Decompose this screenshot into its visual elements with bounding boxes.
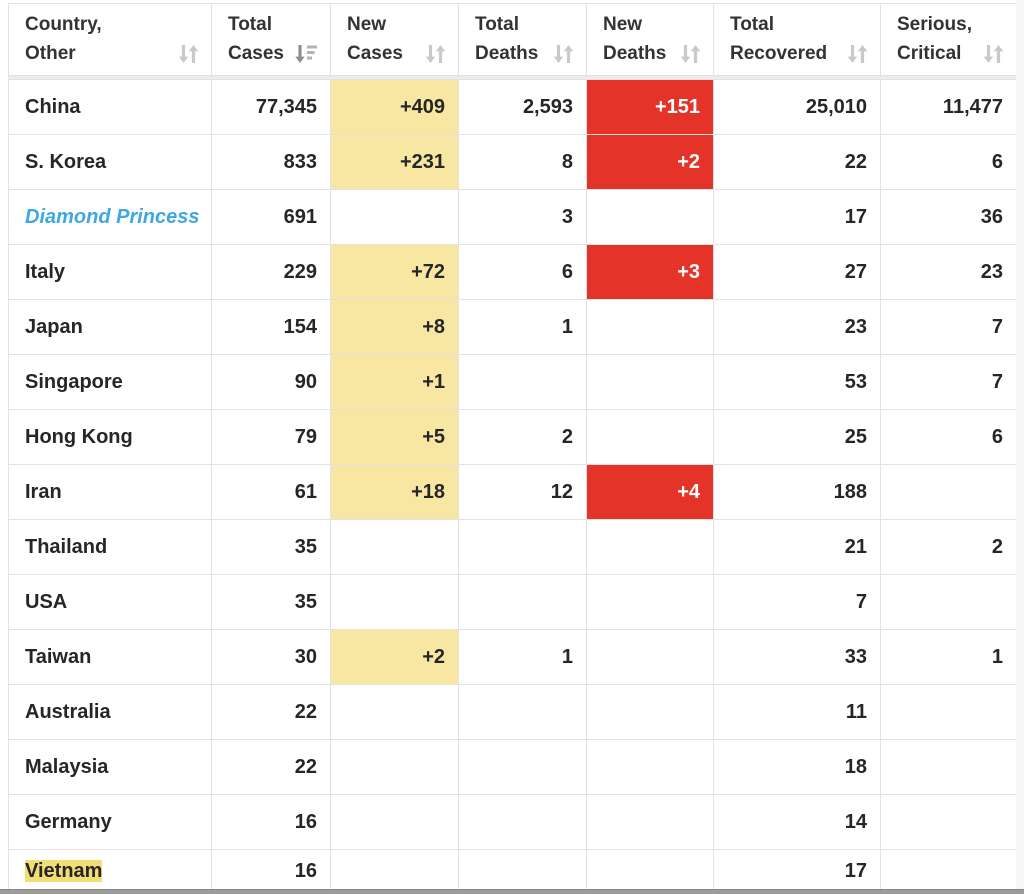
country-name: Thailand <box>25 535 108 558</box>
country-name: Australia <box>25 700 111 723</box>
country-link[interactable]: Diamond Princess <box>25 205 200 228</box>
table-row <box>9 685 1017 740</box>
country-cell <box>9 795 212 850</box>
cell-value: 1 <box>561 315 573 338</box>
country-cell <box>9 685 212 740</box>
serious-critical-cell <box>881 520 1017 575</box>
new-deaths-cell <box>587 355 714 410</box>
table-row <box>9 355 1017 410</box>
country-cell <box>9 575 212 630</box>
serious-critical-cell <box>881 410 1017 465</box>
country-cell <box>9 190 212 245</box>
country-name: Germany <box>25 810 112 833</box>
country-name: S. Korea <box>25 150 107 173</box>
cell-value: 229 <box>283 260 317 283</box>
cell-value: +72 <box>411 260 445 283</box>
sort-up-down-icon <box>553 44 574 64</box>
total-cases-cell <box>212 245 331 300</box>
new-deaths-cell <box>587 740 714 795</box>
serious-critical-cell <box>881 465 1017 520</box>
total-deaths-cell <box>459 685 587 740</box>
cell-value: 77,345 <box>255 95 317 118</box>
cell-value: +2 <box>422 645 445 668</box>
cell-value: 61 <box>294 480 317 503</box>
cell-value: 833 <box>283 150 317 173</box>
total-recovered-cell <box>714 80 881 135</box>
new-deaths-cell <box>587 300 714 355</box>
new-cases-cell <box>331 80 459 135</box>
cell-value: 2 <box>991 535 1003 558</box>
new-cases-cell <box>331 520 459 575</box>
country-name: Hong Kong <box>25 425 133 448</box>
serious-critical-cell <box>881 630 1017 685</box>
serious-critical-cell <box>881 80 1017 135</box>
header-label-line1: Total <box>475 14 519 35</box>
new-deaths-cell <box>587 795 714 850</box>
sort-up-down-icon <box>983 44 1004 64</box>
country-name: Vietnam <box>25 860 103 882</box>
new-cases-cell <box>331 245 459 300</box>
cell-value: 16 <box>294 860 317 882</box>
cell-value: 23 <box>844 315 867 338</box>
new-deaths-cell <box>587 80 714 135</box>
cell-value: 1 <box>561 645 573 668</box>
cell-value: 11 <box>845 700 867 723</box>
cell-value: +231 <box>399 150 445 173</box>
country-cell <box>9 630 212 685</box>
cell-value: +18 <box>411 480 445 503</box>
cell-value: 1 <box>991 645 1003 668</box>
total-deaths-cell <box>459 410 587 465</box>
new-cases-cell <box>331 410 459 465</box>
country-name: USA <box>25 590 68 613</box>
cell-value: 36 <box>980 205 1003 228</box>
serious-critical-cell <box>881 245 1017 300</box>
new-cases-cell <box>331 190 459 245</box>
cell-value: 7 <box>991 315 1003 338</box>
table-row <box>9 575 1017 630</box>
header-row <box>9 4 1017 76</box>
total-cases-cell <box>212 410 331 465</box>
page-gutter <box>1016 0 1024 894</box>
new-cases-cell <box>331 135 459 190</box>
serious-critical-cell <box>881 135 1017 190</box>
cell-value: 12 <box>550 480 573 503</box>
serious-critical-cell <box>881 300 1017 355</box>
cell-value: 7 <box>855 590 867 613</box>
total-recovered-cell <box>714 245 881 300</box>
total-recovered-cell <box>714 465 881 520</box>
total-recovered-cell <box>714 520 881 575</box>
new-deaths-cell <box>587 190 714 245</box>
cell-value: 17 <box>844 860 867 882</box>
new-cases-cell <box>331 795 459 850</box>
total-cases-cell <box>212 740 331 795</box>
total-recovered-cell <box>714 630 881 685</box>
total-cases-cell <box>212 135 331 190</box>
cell-value: 33 <box>844 645 867 668</box>
total-recovered-cell <box>714 795 881 850</box>
table-row <box>9 630 1017 685</box>
header-label-line2: Deaths <box>475 43 539 64</box>
new-cases-cell <box>331 740 459 795</box>
cell-value: 18 <box>844 755 867 778</box>
cell-value: +2 <box>677 150 700 173</box>
total-deaths-cell <box>459 575 587 630</box>
header-label-line2: Cases <box>347 43 403 64</box>
total-deaths-cell <box>459 300 587 355</box>
cell-value: 6 <box>991 150 1003 173</box>
cell-value: 21 <box>844 535 867 558</box>
column-header-total-cases[interactable] <box>212 4 331 76</box>
total-deaths-cell <box>459 465 587 520</box>
country-name: Italy <box>25 260 66 283</box>
header-label-line1: Country, <box>25 14 102 35</box>
header-label-line2: Deaths <box>603 43 667 64</box>
column-header-serious-critical[interactable] <box>881 4 1017 76</box>
new-deaths-cell <box>587 685 714 740</box>
total-deaths-cell <box>459 135 587 190</box>
new-deaths-cell <box>587 850 714 894</box>
cell-value: 23 <box>980 260 1003 283</box>
country-cell <box>9 135 212 190</box>
country-cell <box>9 300 212 355</box>
table-row <box>9 80 1017 135</box>
header-label-line2: Cases <box>228 43 284 64</box>
serious-critical-cell <box>881 740 1017 795</box>
new-cases-cell <box>331 465 459 520</box>
cell-value: +151 <box>654 95 700 118</box>
column-header-country-other[interactable] <box>9 4 212 76</box>
cell-value: 22 <box>844 150 867 173</box>
serious-critical-cell <box>881 685 1017 740</box>
total-cases-cell <box>212 355 331 410</box>
cell-value: 2,593 <box>522 95 573 118</box>
new-deaths-cell <box>587 135 714 190</box>
new-deaths-cell <box>587 575 714 630</box>
country-cell <box>9 520 212 575</box>
total-recovered-cell <box>714 135 881 190</box>
total-deaths-cell <box>459 520 587 575</box>
new-deaths-cell <box>587 245 714 300</box>
column-header-new-deaths[interactable] <box>587 4 714 76</box>
cell-value: +409 <box>399 95 445 118</box>
new-deaths-cell <box>587 520 714 575</box>
total-recovered-cell <box>714 190 881 245</box>
table-row <box>9 795 1017 850</box>
total-cases-cell <box>212 575 331 630</box>
cell-value: 2 <box>561 425 573 448</box>
header-label-line1: New <box>603 14 643 35</box>
new-deaths-cell <box>587 630 714 685</box>
country-cell <box>9 850 212 894</box>
cell-value: 22 <box>294 700 317 723</box>
total-cases-cell <box>212 80 331 135</box>
table-body <box>9 76 1017 894</box>
cell-value: 3 <box>561 205 573 228</box>
header-label-line2: Other <box>25 43 76 64</box>
table-row <box>9 135 1017 190</box>
cell-value: +1 <box>422 370 445 393</box>
total-cases-cell <box>212 520 331 575</box>
cell-value: 14 <box>844 810 867 833</box>
sort-up-down-icon <box>680 44 701 64</box>
table-row <box>9 740 1017 795</box>
total-deaths-cell <box>459 850 587 894</box>
column-header-new-cases[interactable] <box>331 4 459 76</box>
new-deaths-cell <box>587 465 714 520</box>
cell-value: 7 <box>991 370 1003 393</box>
total-recovered-cell <box>714 850 881 894</box>
sort-up-down-icon <box>847 44 868 64</box>
serious-critical-cell <box>881 850 1017 894</box>
country-cell <box>9 465 212 520</box>
total-cases-cell <box>212 465 331 520</box>
country-name: Malaysia <box>25 755 109 778</box>
new-deaths-cell <box>587 410 714 465</box>
serious-critical-cell <box>881 355 1017 410</box>
total-deaths-cell <box>459 190 587 245</box>
table-row <box>9 300 1017 355</box>
header-label-line1: Total <box>228 14 272 35</box>
sort-up-down-icon <box>178 44 199 64</box>
table-row <box>9 410 1017 465</box>
country-name: China <box>25 95 81 118</box>
cell-value: 6 <box>991 425 1003 448</box>
total-recovered-cell <box>714 685 881 740</box>
cell-value: 17 <box>844 205 867 228</box>
sort-up-down-icon <box>425 44 446 64</box>
cell-value: +4 <box>677 480 700 503</box>
header-label-line1: Total <box>730 14 774 35</box>
cell-value: 8 <box>561 150 573 173</box>
cell-value: +8 <box>422 315 445 338</box>
serious-critical-cell <box>881 190 1017 245</box>
new-cases-cell <box>331 575 459 630</box>
sort-descending-active-icon <box>294 44 318 64</box>
total-deaths-cell <box>459 245 587 300</box>
cell-value: 35 <box>294 535 317 558</box>
cell-value: 22 <box>294 755 317 778</box>
total-recovered-cell <box>714 740 881 795</box>
total-deaths-cell <box>459 740 587 795</box>
column-header-total-recovered[interactable] <box>714 4 881 76</box>
cell-value: 79 <box>294 425 317 448</box>
table-row <box>9 245 1017 300</box>
cell-value: 6 <box>561 260 573 283</box>
serious-critical-cell <box>881 575 1017 630</box>
total-cases-cell <box>212 190 331 245</box>
new-cases-cell <box>331 850 459 894</box>
horizontal-scrollbar[interactable] <box>0 889 1024 894</box>
table-row <box>9 520 1017 575</box>
country-cell <box>9 740 212 795</box>
total-cases-cell <box>212 795 331 850</box>
cell-value: 154 <box>283 315 317 338</box>
cell-value: 188 <box>833 480 867 503</box>
cell-value: 53 <box>844 370 867 393</box>
cell-value: 11,477 <box>942 95 1003 118</box>
table-row <box>9 190 1017 245</box>
cell-value: 25 <box>844 425 867 448</box>
country-cell <box>9 245 212 300</box>
total-deaths-cell <box>459 795 587 850</box>
serious-critical-cell <box>881 795 1017 850</box>
table-row <box>9 465 1017 520</box>
country-cell <box>9 80 212 135</box>
country-cell <box>9 355 212 410</box>
total-recovered-cell <box>714 575 881 630</box>
table-row-partial <box>9 850 1017 894</box>
cell-value: 30 <box>294 645 317 668</box>
header-label-line2: Critical <box>897 43 962 64</box>
country-name: Iran <box>25 480 62 503</box>
country-name: Singapore <box>25 370 123 393</box>
cell-value: 25,010 <box>805 95 867 118</box>
country-name: Taiwan <box>25 645 92 668</box>
total-cases-cell <box>212 850 331 894</box>
cell-value: 16 <box>294 810 317 833</box>
new-cases-cell <box>331 300 459 355</box>
coronavirus-cases-table <box>8 3 1017 894</box>
header-label-line2: Recovered <box>730 43 828 64</box>
cell-value: 691 <box>283 205 317 228</box>
new-cases-cell <box>331 355 459 410</box>
cell-value: 27 <box>844 260 867 283</box>
total-recovered-cell <box>714 355 881 410</box>
total-deaths-cell <box>459 630 587 685</box>
cell-value: +3 <box>677 260 700 283</box>
total-recovered-cell <box>714 410 881 465</box>
new-cases-cell <box>331 685 459 740</box>
header-label-line1: Serious, <box>897 14 972 35</box>
total-cases-cell <box>212 630 331 685</box>
new-cases-cell <box>331 630 459 685</box>
column-header-total-deaths[interactable] <box>459 4 587 76</box>
country-name: Japan <box>25 315 83 338</box>
header-label-line1: New <box>347 14 387 35</box>
total-cases-cell <box>212 685 331 740</box>
total-recovered-cell <box>714 300 881 355</box>
cell-value: 35 <box>294 590 317 613</box>
total-deaths-cell <box>459 80 587 135</box>
cell-value: +5 <box>422 425 445 448</box>
table-header <box>9 4 1017 76</box>
total-cases-cell <box>212 300 331 355</box>
total-deaths-cell <box>459 355 587 410</box>
cell-value: 90 <box>294 370 317 393</box>
country-cell <box>9 410 212 465</box>
